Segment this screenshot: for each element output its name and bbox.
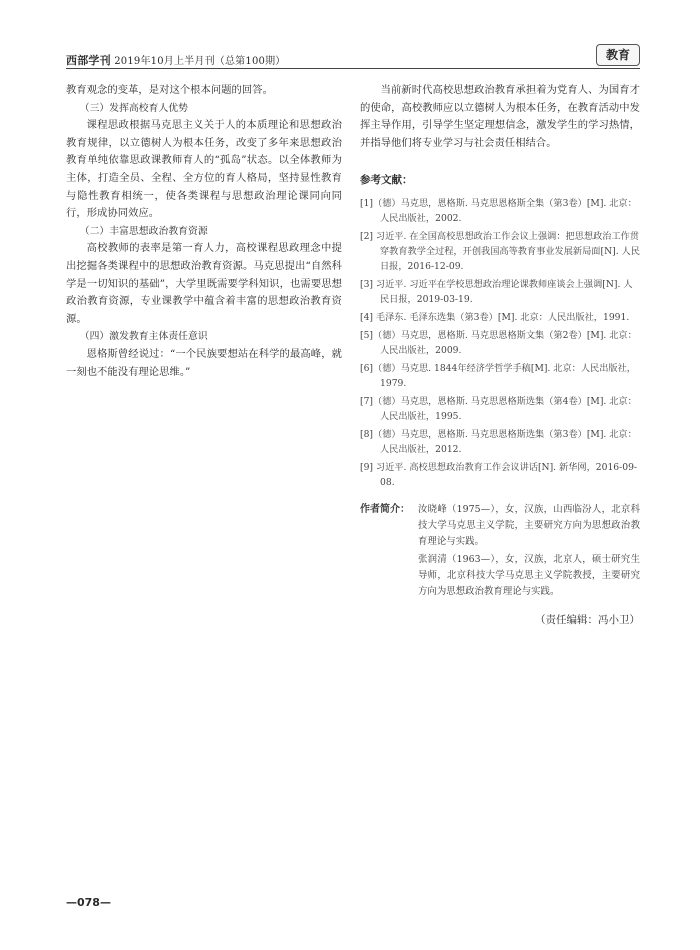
subheading: （三）发挥高校育人优势 — [79, 102, 189, 114]
page-header — [66, 36, 640, 66]
subheading: （四）激发教育主体责任意识 — [79, 331, 208, 343]
paragraph-lead: 教育观念的变革，是对这个根本问题的回答。 — [66, 84, 273, 96]
reference-item: [1]（德）马克思，恩格斯. 马克思恩格斯全集（第3卷）[M]. 北京：人民出版社，2002. — [360, 197, 637, 224]
author-entry: 汝晓峰（1975—），女，汉族，山西临汾人，北京科技大学马克思主义学院，主要研究方向为思想政治教育理论与实践。 — [418, 503, 640, 547]
section-label: 教育 — [596, 44, 640, 66]
paragraph-continued: 当前新时代高校思想政治教育承担着为党育人、为国育才的使命，高校教师应以立德树人为根本任务，在教育活动中发挥主导作用，引导学生坚定理想信念，激发学生的学习热情，并指导他们将专业学习与社会责任相结合。 — [360, 84, 640, 149]
author-bio — [360, 502, 640, 600]
reference-item: [5]（德）马克思，恩格斯. 马克思恩格斯文集（第2卷）[M]. 北京：人民出版社，2009. — [360, 329, 637, 356]
references-list — [360, 196, 640, 490]
references-heading: 参考文献： — [360, 174, 413, 187]
reference-item: [3] 习近平. 习近平在学校思想政治理论课教师座谈会上强调[N]. 人民日报，2019-03-19. — [360, 278, 633, 305]
left-column — [66, 82, 342, 381]
journal-logo: 西部学刊 — [66, 54, 111, 67]
subheading: （二）丰富思想政治教育资源 — [79, 225, 208, 237]
reference-item: [8]（德）马克思，恩格斯. 马克思恩格斯选集（第3卷）[M]. 北京：人民出版社，2012. — [360, 428, 637, 455]
issue-text: 2019年10月上半月刊（总第100期） — [114, 56, 286, 67]
reference-item: [2] 习近平. 在全国高校思想政治工作会议上强调：把思想政治工作贯穿教育教学全过程，开创我国高等教育事业发展新局面[N]. 人民日报，2016-12-09. — [360, 230, 640, 272]
paragraph: 课程思政根据马克思主义关于人的本质理论和思想政治教育规律，以立德树人为根本任务，改变了多年来思想政治教育单纯依靠思政课教师育人的“孤岛”状态。以全体教师为主体，打造全员、全程、全方位的育人格局，坚持显性教育与隐性教育相统一，使各类课程与思想政治理论课同向同行，形成协同效应。 — [66, 119, 342, 220]
paragraph: 恩格斯曾经说过：“一个民族要想站在科学的最高峰，就一刻也不能没有理论思维。” — [66, 347, 342, 378]
reference-item: [4] 毛泽东. 毛泽东选集（第3卷）[M]. 北京：人民出版社，1991. — [360, 311, 630, 323]
reference-item: [6]（德）马克思. 1844年经济学哲学手稿[M]. 北京：人民出版社，1979. — [360, 362, 636, 389]
right-column — [360, 82, 640, 630]
reference-item: [9] 习近平. 高校思想政治教育工作会议讲话[N]. 新华网，2016-09-08. — [360, 461, 638, 488]
responsible-editor: （责任编辑：冯小卫） — [535, 613, 640, 626]
author-entry: 张润清（1963—），女，汉族，北京人，硕士研究生导师，北京科技大学马克思主义学院教授，主要研究方向为思想政治教育理论与实践。 — [418, 553, 640, 597]
header-rule — [66, 68, 640, 69]
author-bio-label: 作者简介： — [360, 503, 410, 515]
reference-item: [7]（德）马克思，恩格斯. 马克思恩格斯选集（第4卷）[M]. 北京：人民出版社，1995. — [360, 395, 637, 422]
paragraph: 高校教师的表率是第一育人力，高校课程思政理念中提出挖掘各类课程中的思想政治教育资源。马克思提出“自然科学是一切知识的基础”，大学里既需要学科知识，也需要思想政治教育资源，专业课教学中蕴含着丰富的思想政治教育资源。 — [66, 242, 342, 325]
page-number: —078— — [66, 896, 111, 909]
journal-issue-line — [66, 52, 285, 68]
